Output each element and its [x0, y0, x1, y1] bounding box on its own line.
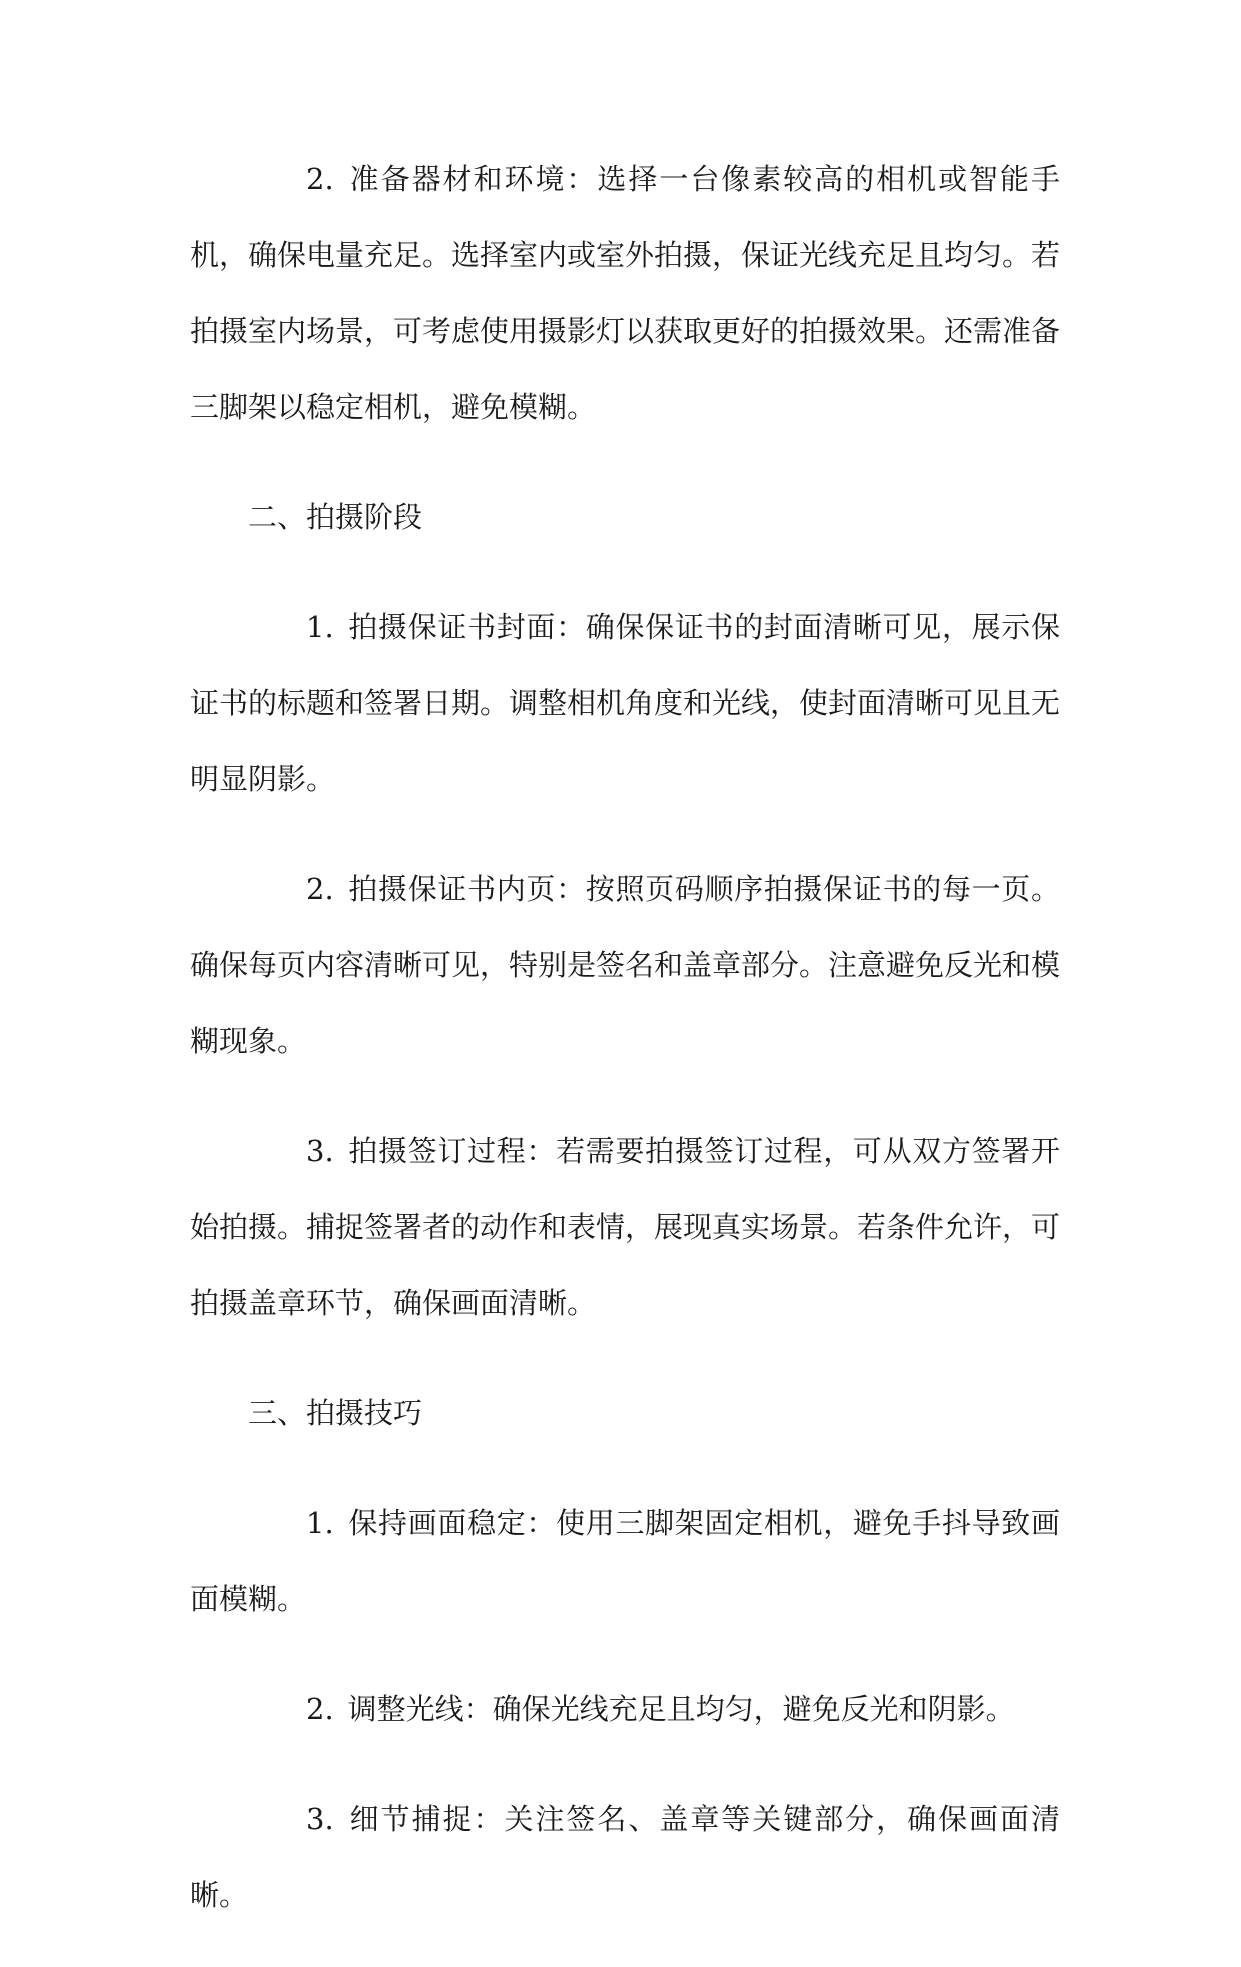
paragraph-text: 细节捕捉：关注签名、盖章等关键部分，确保画面清晰。 — [190, 1802, 1060, 1912]
paragraph-lighting — [190, 1671, 1060, 1747]
paragraph-cover — [190, 589, 1060, 817]
item-number: 2. — [306, 162, 334, 196]
paragraph-text: 准备器材和环境：选择一台像素较高的相机或智能手机，确保电量充足。选择室内或室外拍摄，保证光线充足且均匀。若拍摄室内场景，可考虑使用摄影灯以获取更好的拍摄效果。还需准备三脚架以稳定相机，避免模糊。 — [190, 162, 1061, 424]
item-number: 1. — [306, 610, 334, 644]
paragraph-text: 拍摄保证书封面：确保保证书的封面清晰可见，展示保证书的标题和签署日期。调整相机角度和光线，使封面清晰可见且无明显阴影。 — [190, 610, 1061, 796]
paragraph-signing-process — [190, 1113, 1060, 1341]
item-number: 3. — [306, 1802, 334, 1836]
paragraph-text: 调整光线：确保光线充足且均匀，避免反光和阴影。 — [347, 1692, 1015, 1726]
document-body — [190, 141, 1060, 1967]
item-number: 2. — [306, 1692, 334, 1726]
item-number: 3. — [306, 1134, 334, 1168]
paragraph-details — [190, 1781, 1060, 1933]
section-heading-shooting-stage — [190, 479, 1060, 555]
paragraph-inner-pages — [190, 851, 1060, 1079]
heading-text: 二、拍摄阶段 — [248, 500, 423, 534]
paragraph-text: 保持画面稳定：使用三脚架固定相机，避免手抖导致画面模糊。 — [190, 1506, 1060, 1616]
paragraph-text: 拍摄签订过程：若需要拍摄签订过程，可从双方签署开始拍摄。捕捉签署者的动作和表情，展现真实场景。若条件允许，可拍摄盖章环节，确保画面清晰。 — [190, 1134, 1061, 1320]
paragraph-equipment — [190, 141, 1060, 445]
paragraph-stability — [190, 1485, 1060, 1637]
paragraph-text: 拍摄保证书内页：按照页码顺序拍摄保证书的每一页。确保每页内容清晰可见，特别是签名和盖章部分。注意避免反光和模糊现象。 — [190, 872, 1061, 1058]
section-heading-shooting-tips — [190, 1375, 1060, 1451]
item-number: 1. — [306, 1506, 334, 1540]
heading-text: 三、拍摄技巧 — [248, 1396, 423, 1430]
item-number: 2. — [306, 872, 334, 906]
